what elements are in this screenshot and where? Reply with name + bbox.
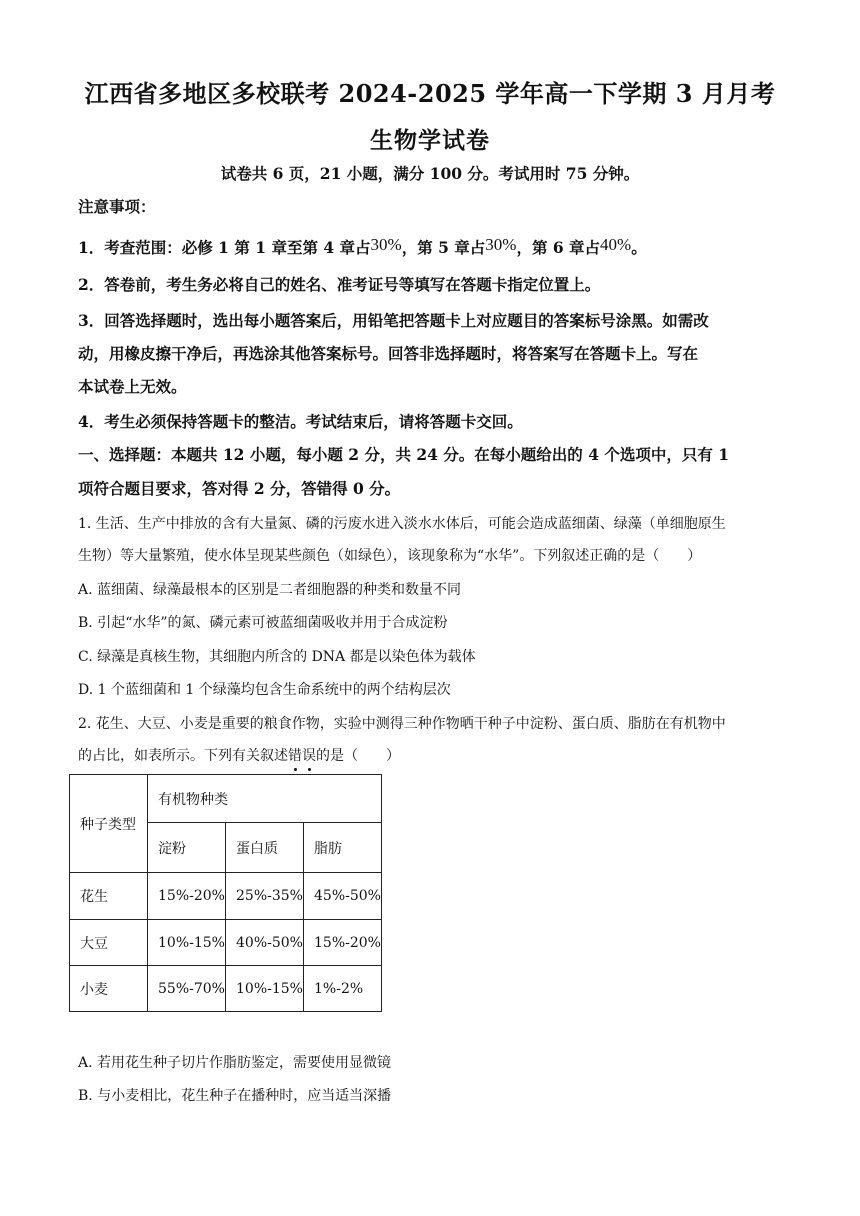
row-label-cell: 大豆 <box>70 920 148 966</box>
table-cell: 45%-50% <box>304 873 382 920</box>
notes-item-3-line: 3．回答选择题时，选出每小题答案后，用铅笔把答题卡上对应题目的答案标号涂黑。如需改 <box>78 311 709 330</box>
question-2-stem: 的占比，如表所示。下列有关叙述错 误 的是（ ） <box>78 740 790 772</box>
group-header-cell: 有机物种类 <box>148 775 382 823</box>
exam-title: 江西省多地区多校联考 2024-2025 学年高一下学期 3 月月考 <box>84 79 776 108</box>
table-cell: 55%-70% <box>148 966 226 1012</box>
table-cell: 15%-20% <box>148 873 226 920</box>
notes-heading: 注意事项： <box>78 197 156 216</box>
row-label-cell: 花生 <box>70 873 148 920</box>
percent-value: 40% <box>600 235 632 254</box>
emphasis-dot <box>294 768 297 771</box>
exam-subject: 生物学试卷 <box>370 127 490 154</box>
seed-composition-table <box>69 774 382 1012</box>
percent-value: 30% <box>370 235 402 254</box>
notes-item-3-line: 动，用橡皮擦干净后，再选涂其他答案标号。回答非选择题时，将答案写在答题卡上。写在 <box>78 344 699 363</box>
table-row <box>70 920 382 966</box>
table-cell: 25%-35% <box>226 873 304 920</box>
notes-item-1: 1．考查范围：必修 1 第 1 章至第 4 章占30%，第 5 章占30%，第 6 章占40%。 <box>78 235 647 257</box>
column-header-cell: 淀粉 <box>148 823 226 873</box>
percent-value: 30% <box>485 235 517 254</box>
table-row <box>70 966 382 1012</box>
exam-info: 试卷共 6 页，21 小题，满分 100 分。考试用时 75 分钟。 <box>220 164 640 183</box>
notes-item-3-line: 本试卷上无效。 <box>78 377 187 396</box>
question-2-option-b: B. 与小麦相比，花生种子在播种时，应当适当深播 <box>78 1088 392 1104</box>
column-header-cell: 脂肪 <box>304 823 382 873</box>
notes-item-2: 2．答卷前，考生务必将自己的姓名、准考证号等填写在答题卡指定位置上。 <box>78 275 601 294</box>
question-2-stem: 2. 花生、大豆、小麦是重要的粮食作物，实验中测得三种作物晒干种子中淀粉、蛋白质、脂肪在有机物中 <box>78 716 726 732</box>
column-header-cell: 蛋白质 <box>226 823 304 873</box>
row-label-cell: 小麦 <box>70 966 148 1012</box>
question-1-option-c: C. 绿藻是真核生物，其细胞内所含的 DNA 都是以染色体为载体 <box>78 649 476 665</box>
table-cell: 40%-50% <box>226 920 304 966</box>
question-1-option-b: B. 引起“水华”的氮、磷元素可被蓝细菌吸收并用于合成淀粉 <box>78 615 448 631</box>
question-1-option-d: D. 1 个蓝细菌和 1 个绿藻均包含生命系统中的两个结构层次 <box>78 682 451 698</box>
table-cell: 10%-15% <box>148 920 226 966</box>
question-1-option-a: A. 蓝细菌、绿藻最根本的区别是二者细胞器的种类和数量不同 <box>78 582 462 598</box>
emphasis-char: 错 <box>288 748 302 764</box>
table-cell: 15%-20% <box>304 920 382 966</box>
table-cell: 10%-15% <box>226 966 304 1012</box>
emphasis-char: 误 <box>302 748 316 764</box>
question-1-stem: 1. 生活、生产中排放的含有大量氮、磷的污废水进入淡水水体后，可能会造成蓝细菌、绿藻（单细胞原生 <box>78 516 726 532</box>
table-row <box>70 873 382 920</box>
question-2-option-a: A. 若用花生种子切片作脂肪鉴定，需要使用显微镜 <box>78 1055 392 1071</box>
row-header-cell: 种子类型 <box>70 775 148 873</box>
emphasis-dot <box>308 768 311 771</box>
notes-item-4: 4．考生必须保持答题卡的整洁。考试结束后，请将答题卡交回。 <box>78 412 523 431</box>
table-cell: 1%-2% <box>304 966 382 1012</box>
section-heading-line: 一、选择题：本题共 12 小题，每小题 2 分，共 24 分。在每小题给出的 4 个选项中，只有 1 <box>78 445 730 464</box>
section-heading-line: 项符合题目要求，答对得 2 分，答错得 0 分。 <box>78 479 401 498</box>
question-1-stem: 生物）等大量繁殖，使水体呈现某些颜色（如绿色），该现象称为“水华”。下列叙述正确的是（ ） <box>78 548 702 564</box>
